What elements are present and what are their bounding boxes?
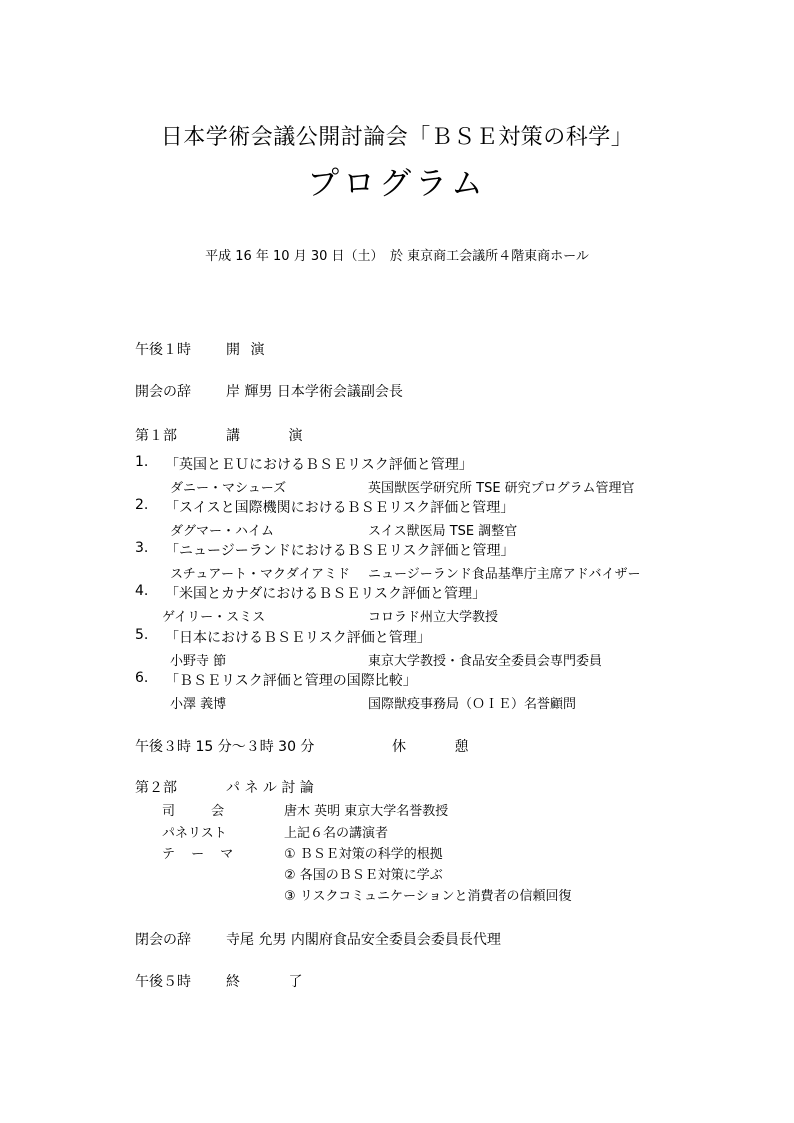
talk-number: 6. <box>135 670 149 686</box>
talk-title: 「米国とカナダにおけるＢＳＥリスク評価と管理」 <box>165 586 487 602</box>
talk-number: 1. <box>135 454 149 470</box>
talk-speaker: ダニー・マシューズ <box>170 481 287 496</box>
closing-label: 終 了 <box>226 974 325 990</box>
talk-affiliation: 国際獣疫事務局（ＯＩＥ）名誉顧問 <box>368 697 577 712</box>
part1-label: 第１部 <box>135 428 177 444</box>
talk-number: 3. <box>135 540 149 556</box>
part2-title: パ ネ ル 討 論 <box>226 780 314 796</box>
moderator-label: 司 会 <box>162 804 241 819</box>
talk-title: 「ＢＳＥリスク評価と管理の国際比較」 <box>165 673 417 689</box>
opening-address-speaker: 岸 輝男 日本学術会議副会長 <box>226 384 403 400</box>
break-label: 休 憩 <box>392 739 491 755</box>
break-time: 午後３時 15 分～３時 30 分 <box>135 739 315 755</box>
part1-title: 講 演 <box>226 428 325 444</box>
moderator-name: 唐木 英明 東京大学名誉教授 <box>284 804 449 819</box>
panelist-label: パネリスト <box>162 826 227 841</box>
theme-label: テ ー マ <box>162 847 240 862</box>
talk-speaker: 小野寺 節 <box>170 654 227 669</box>
closing-address-speaker: 寺尾 允男 内閣府食品安全委員会委員長代理 <box>226 932 501 948</box>
talk-number: 2. <box>135 497 149 513</box>
theme-item: ② 各国のＢＳＥ対策に学ぶ <box>284 868 443 883</box>
theme-item: ③ リスクコミュニケーションと消費者の信頼回復 <box>284 889 572 904</box>
talk-affiliation: コロラド州立大学教授 <box>368 610 499 625</box>
page-title: 日本学術会議公開討論会「ＢＳＥ対策の科学」 <box>160 125 634 150</box>
talk-speaker: ゲイリー・スミス <box>162 610 266 625</box>
opening-time: 午後１時 <box>135 342 191 358</box>
talk-title: 「日本におけるＢＳＥリスク評価と管理」 <box>165 630 431 646</box>
talk-title: 「ニュージーランドにおけるＢＳＥリスク評価と管理」 <box>165 543 515 559</box>
theme-item: ① ＢＳＥ対策の科学的根拠 <box>284 847 443 862</box>
talk-speaker: 小澤 義博 <box>170 697 227 712</box>
closing-address-label: 閉会の辞 <box>135 932 191 948</box>
talk-title: 「英国とＥＵにおけるＢＳＥリスク評価と管理」 <box>165 457 473 473</box>
page-subtitle: プログラム <box>307 164 487 202</box>
opening-address-label: 開会の辞 <box>135 384 191 400</box>
opening-label: 開 演 <box>226 342 268 358</box>
talk-number: 5. <box>135 627 149 643</box>
closing-time: 午後５時 <box>135 974 191 990</box>
talk-affiliation: 英国獣医学研究所 TSE 研究プログラム管理官 <box>368 481 635 496</box>
talk-title: 「スイスと国際機関におけるＢＳＥリスク評価と管理」 <box>165 500 515 516</box>
talk-speaker: ダグマー・ハイム <box>170 524 275 539</box>
talk-affiliation: 東京大学教授・食品安全委員会専門委員 <box>368 654 603 669</box>
talk-affiliation: ニュージーランド食品基準庁主席アドバイザー <box>368 567 641 582</box>
panelists: 上記６名の講演者 <box>284 826 389 841</box>
talk-number: 4. <box>135 583 149 599</box>
talk-affiliation: スイス獣医局 TSE 調整官 <box>368 524 518 539</box>
talk-speaker: スチュアート・マクダイアミド <box>170 567 351 582</box>
part2-label: 第２部 <box>135 780 177 796</box>
date-venue: 平成 16 年 10 月 30 日（土） 於 東京商工会議所４階東商ホール <box>205 249 589 264</box>
